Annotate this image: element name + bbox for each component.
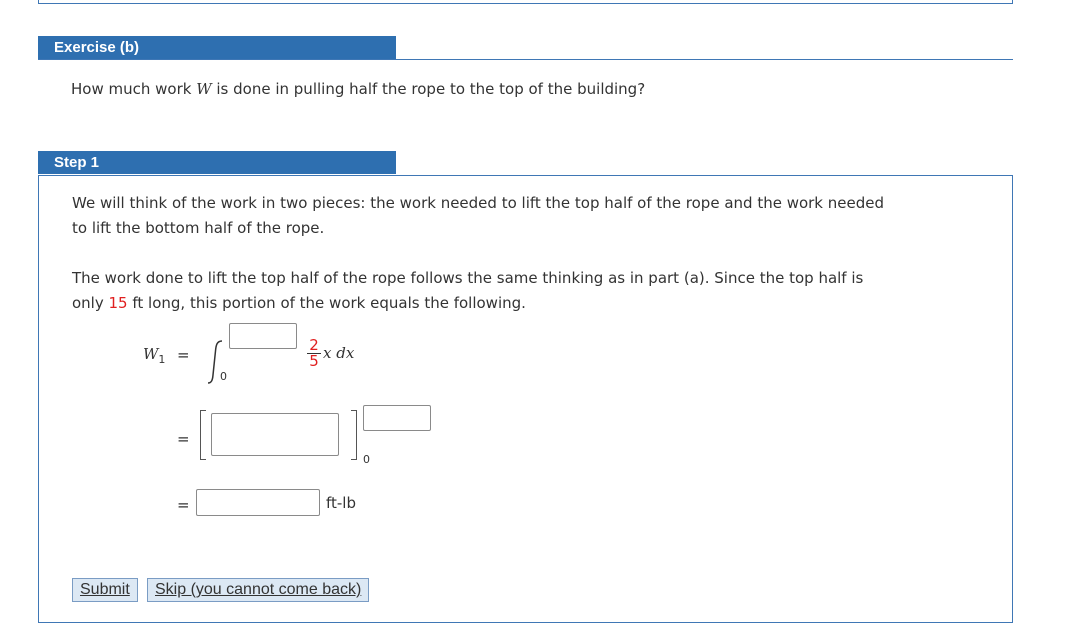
unit-label: ft-lb: [326, 494, 356, 512]
submit-button[interactable]: Submit: [72, 578, 138, 602]
step-paragraph-1-line-2: to lift the bottom half of the rope.: [72, 219, 325, 237]
step-panel: [38, 175, 1013, 623]
question-text: [71, 79, 645, 99]
step-tab-label: Step 1: [54, 154, 100, 171]
step-paragraph-2-prefix: only: [72, 294, 109, 312]
upper-limit-input[interactable]: [229, 323, 297, 349]
exercise-tab: [38, 36, 396, 59]
right-bracket: [351, 410, 357, 460]
question-variable: W: [196, 80, 212, 98]
step-paragraph-2: [72, 266, 972, 316]
evaluation-upper-limit-input[interactable]: [363, 405, 431, 431]
exercise-tab-label: Exercise (b): [54, 39, 140, 56]
step-paragraph-1: [72, 191, 972, 241]
rope-length-value: 15: [108, 294, 128, 312]
step-tab: [38, 151, 396, 174]
work-result-input[interactable]: [196, 489, 320, 516]
work-subscript: 1: [158, 353, 166, 366]
step-paragraph-1-line-1: We will think of the work in two pieces: the work needed to lift the top half of the rope and the work needed: [72, 194, 884, 212]
step-paragraph-2-line-2: [72, 291, 972, 316]
fraction-numerator: 2: [309, 336, 319, 354]
left-bracket: [200, 410, 206, 460]
equals-sign-2: =: [177, 430, 190, 448]
exercise-divider: [38, 59, 1013, 60]
work-label: [143, 345, 165, 366]
antiderivative-input[interactable]: [211, 413, 339, 456]
evaluation-lower-limit: 0: [363, 453, 370, 466]
equals-sign-3: =: [177, 496, 190, 514]
step-paragraph-2-suffix: ft long, this portion of the work equals the following.: [127, 294, 526, 312]
integral-lower-limit: 0: [220, 370, 227, 383]
question-text-start: How much work: [71, 80, 197, 98]
question-text-end: is done in pulling half the rope to the top of the building?: [211, 80, 646, 98]
work-variable: W: [143, 345, 159, 363]
integrand-variable: x dx: [323, 344, 355, 362]
equals-sign-1: =: [177, 346, 190, 364]
step-paragraph-2-line-1: The work done to lift the top half of the rope follows the same thinking as in part (a). Since the top half is: [72, 269, 864, 287]
integrand-fraction: [307, 338, 321, 369]
previous-panel-border: [38, 0, 1013, 4]
skip-button[interactable]: Skip (you cannot come back): [147, 578, 369, 602]
fraction-denominator: 5: [307, 353, 321, 369]
